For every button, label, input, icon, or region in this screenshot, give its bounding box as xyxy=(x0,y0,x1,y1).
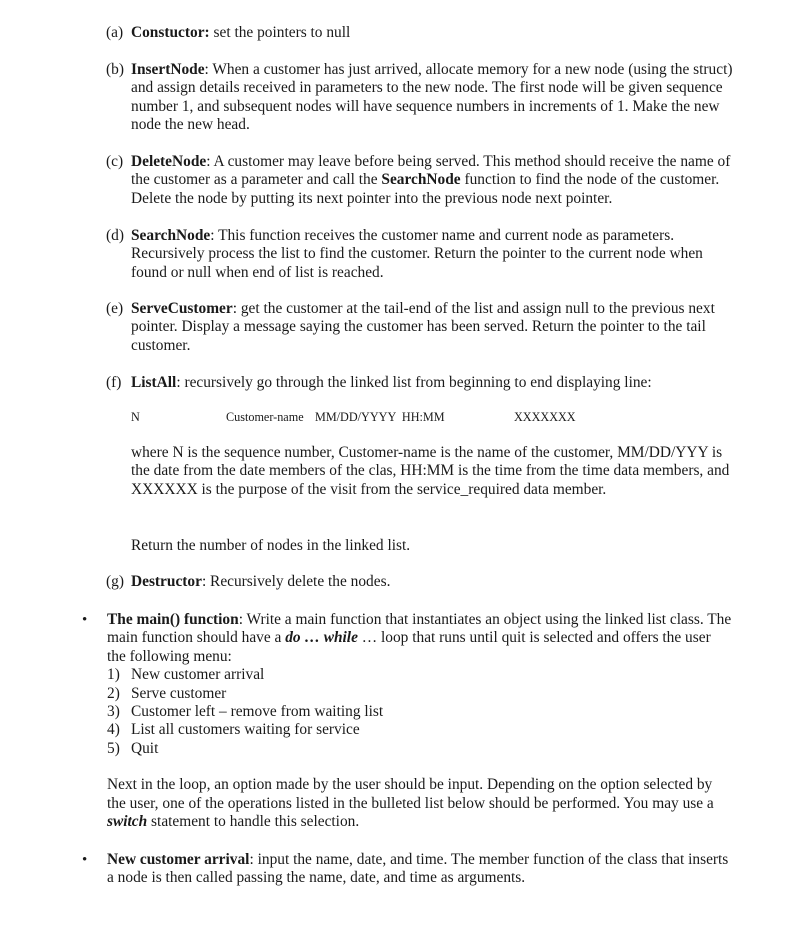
item-constructor xyxy=(106,24,736,42)
format-name: Customer-name xyxy=(226,410,304,424)
format-purpose: XXXXXXX xyxy=(514,410,576,424)
item-term: SearchNode xyxy=(131,227,211,244)
item-text: : When a customer has just arrived, allocate memory for a new node (using the struct) and assign details received in parameters to the new node. The first node will be given sequence number 1, and subsequent nodes will have sequence numbers in increments of 1. Make the new node the new head. xyxy=(131,61,733,134)
menu-label: List all customers waiting for service xyxy=(131,721,360,739)
item-text-after: function to find the node of the customer. Delete the node by putting its next pointer into the previous node next pointer. xyxy=(131,171,720,207)
bullet-term: New customer arrival xyxy=(107,851,250,868)
item-searchnode xyxy=(106,227,736,282)
menu-label: Customer left – remove from waiting list xyxy=(131,703,384,721)
bullet-term: The main() function xyxy=(107,611,239,628)
menu-number: 3) xyxy=(107,703,120,721)
item-destructor xyxy=(106,573,736,591)
bullet-text-2: … loop that runs until quit is selected and offers the user the following menu: xyxy=(107,629,711,665)
item-label: (g) xyxy=(106,573,124,590)
item-term-inline: SearchNode xyxy=(381,171,461,189)
item-label: (d) xyxy=(106,227,124,244)
item-term: ListAll xyxy=(131,374,177,391)
menu-item xyxy=(107,740,732,758)
menu-label: New customer arrival xyxy=(131,666,265,684)
menu-item xyxy=(107,721,732,739)
item-term: DeleteNode xyxy=(131,153,207,170)
item-insertnode xyxy=(106,61,736,135)
bullet-icon: • xyxy=(82,852,88,868)
listall-explanation: where N is the sequence number, Customer-name is the name of the customer, MM/DD/YYY is the date from the date members of the clas, HH:MM is the time from the time data members, and XXXXXX is the purpose of the visit from the service_required data member. xyxy=(131,444,730,498)
menu-label: Quit xyxy=(131,739,159,757)
item-term: Constuctor: xyxy=(131,24,210,41)
menu-number: 1) xyxy=(107,666,120,684)
format-datetime: MM/DD/YYYY HH:MM xyxy=(315,410,445,424)
bullet-icon: • xyxy=(82,612,88,628)
item-label: (a) xyxy=(106,24,124,41)
item-term: ServeCustomer xyxy=(131,300,233,317)
menu-number: 5) xyxy=(107,739,120,757)
item-term: Destructor xyxy=(131,573,202,590)
item-text-before: : A customer may leave before being served. This method should receive the name of the customer as a parameter and call the xyxy=(131,153,731,189)
bullet-text: : Write a main function that instantiates an object using the linked list class. The main function should have a xyxy=(107,611,732,647)
menu-label: Serve customer xyxy=(131,684,227,702)
item-text: : recursively go through the linked list from beginning to end displaying line: xyxy=(176,374,652,391)
item-text: : get the customer at the tail-end of the list and assign null to the previous next pointer. Display a message saying the customer has been served. Return the pointer to the tail customer. xyxy=(131,300,715,354)
item-deletenode xyxy=(106,153,736,208)
do-while-keyword: do … while xyxy=(285,629,358,647)
menu-item xyxy=(107,666,732,684)
bullet-text: : input the name, date, and time. The member function of the class that inserts a node is then called passing the name, date, and time as arguments. xyxy=(107,851,729,887)
next-text-2: statement to handle this selection. xyxy=(147,813,360,831)
item-term: InsertNode xyxy=(131,61,205,78)
menu-item xyxy=(107,685,732,703)
item-text: : This function receives the customer name and current node as parameters. Recursively process the list to find the customer. Return the pointer to the current node when found or null when end of list is reached. xyxy=(131,227,703,281)
listall-return: Return the number of nodes in the linked list. xyxy=(131,537,411,554)
item-text: : Recursively delete the nodes. xyxy=(201,573,391,590)
format-seq: N xyxy=(131,410,140,424)
bullet-main-function xyxy=(82,611,732,831)
menu-list xyxy=(107,666,732,758)
item-label: (c) xyxy=(106,153,124,170)
bullet-new-customer-arrival xyxy=(82,851,732,888)
next-text: Next in the loop, an option made by the user should be input. Depending on the option selected by the user, one of the operations listed in the bulleted list below should be performed. You may use a xyxy=(107,776,714,812)
item-label: (f) xyxy=(106,374,122,391)
item-servecustomer xyxy=(106,300,736,355)
menu-number: 4) xyxy=(107,721,120,739)
item-label: (e) xyxy=(106,300,124,317)
menu-item xyxy=(107,703,732,721)
menu-number: 2) xyxy=(107,684,120,702)
item-label: (b) xyxy=(106,61,124,78)
switch-keyword: switch xyxy=(107,813,148,831)
item-listall xyxy=(106,374,736,392)
item-text: set the pointers to null xyxy=(209,24,351,41)
